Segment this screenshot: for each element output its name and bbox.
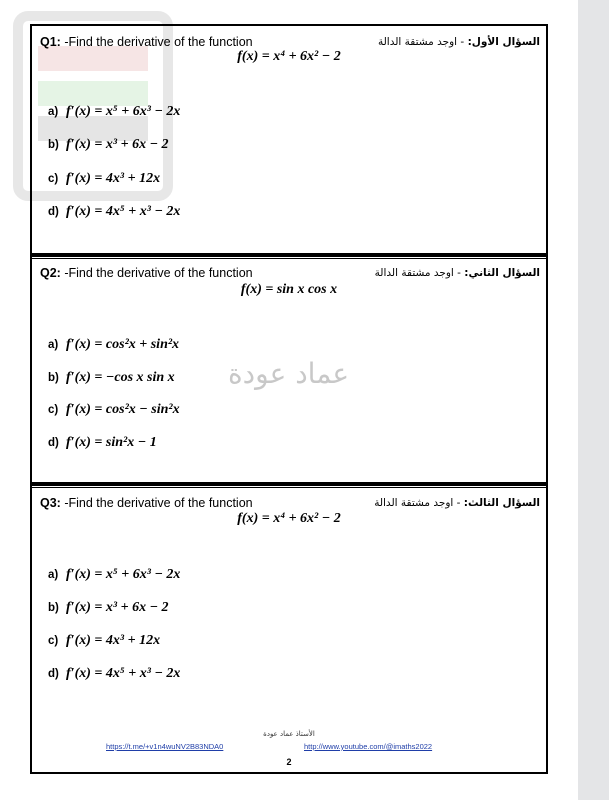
q3-text: -Find the derivative of the function [60,496,253,510]
q1-arabic-heading: السؤال الأول: - اوجد مشتقة الدالة [377,36,540,48]
q1-option-d: d) f′(x) = 4x⁵ + x³ − 2x [48,204,181,219]
author-watermark: عماد عودة [228,357,350,390]
youtube-link[interactable]: http://www.youtube.com/@imaths2022 [304,742,433,751]
q3-option-a: a) f′(x) = x⁵ + 6x³ − 2x [48,567,181,582]
section-divider [30,253,548,257]
telegram-link[interactable]: https://t.me/+v1n4wuNV2B83NDA0 [106,742,224,751]
footer-teacher-name: الأستاذ عماد عودة [263,730,315,738]
page-number: 2 [286,757,292,767]
q2-option-d: d) f′(x) = sin²x − 1 [48,435,157,450]
q1-label: Q1: [40,35,61,49]
q3-label: Q3: [40,496,61,510]
q2-arabic-heading: السؤال الثاني: - اوجد مشتقة الدالة [374,267,540,279]
q1-function: f(x) = x⁴ + 6x² − 2 [237,49,341,64]
q1-heading [40,35,253,49]
q2-option-c: c) f′(x) = cos²x − sin²x [48,402,180,417]
q1-option-c: c) f′(x) = 4x³ + 12x [48,171,161,186]
q1-option-a: a) f′(x) = x⁵ + 6x³ − 2x [48,104,181,119]
q1-option-b: b) f′(x) = x³ + 6x − 2 [48,137,169,152]
q3-heading [40,496,253,510]
q2-function: f(x) = sin x cos x [240,282,338,297]
q3-arabic-heading: السؤال الثالث: - اوجد مشتقة الدالة [374,497,540,509]
section-divider [30,482,548,486]
q3-option-c: c) f′(x) = 4x³ + 12x [48,633,161,648]
q2-label: Q2: [40,266,61,280]
viewer-side-panel [578,0,609,800]
q2-option-b: b) f′(x) = −cos x sin x [48,370,175,385]
q3-function: f(x) = x⁴ + 6x² − 2 [237,511,341,526]
q3-option-b: b) f′(x) = x³ + 6x − 2 [48,600,169,615]
q1-text: -Find the derivative of the function [60,35,253,49]
q2-option-a: a) f′(x) = cos²x + sin²x [48,337,180,352]
q2-heading [40,266,253,280]
q2-text: -Find the derivative of the function [60,266,253,280]
q3-option-d: d) f′(x) = 4x⁵ + x³ − 2x [48,666,181,681]
